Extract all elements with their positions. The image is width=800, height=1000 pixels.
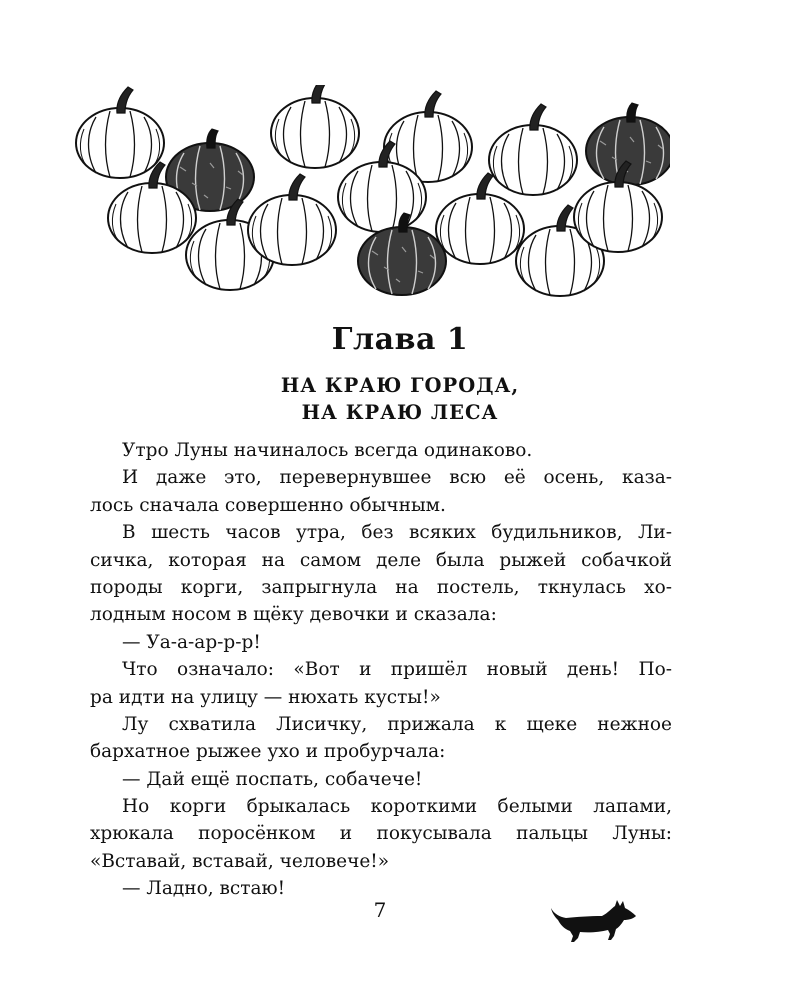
- text-line: бархатное рыжее ухо и пробурчала:: [90, 741, 446, 763]
- text-line: хрюкала поросёнком и покусывала пальцы Луны:: [90, 823, 672, 845]
- text-line: В шесть часов утра, без всяких будильников, Ли-: [122, 522, 672, 544]
- text-line: — Уа-а-ар-р-р!: [122, 631, 261, 653]
- body-text: [90, 437, 672, 903]
- text-line: ра идти на улицу — нюхать кусты!»: [90, 686, 441, 708]
- pumpkins-illustration: [70, 85, 670, 300]
- dog-silhouette-icon: [548, 898, 638, 946]
- text-line: И даже это, перевернувшее всю её осень, каза-: [122, 467, 672, 489]
- text-line: — Ладно, встаю!: [122, 878, 286, 900]
- text-line: «Вставай, вставай, человече!»: [90, 850, 390, 872]
- text-line: — Дай ещё поспать, собачече!: [122, 768, 423, 790]
- page-number: 7: [373, 898, 387, 922]
- chapter-title-line-2: НА КРАЮ ЛЕСА: [301, 401, 499, 424]
- text-line: Что означало: «Вот и пришёл новый день! По-: [122, 659, 672, 681]
- chapter-title-line-1: НА КРАЮ ГОРОДА,: [280, 374, 520, 397]
- chapter-title: [0, 372, 800, 426]
- text-line: лодным носом в щёку девочки и сказала:: [90, 604, 497, 626]
- text-line: Утро Луны начиналось всегда одинаково.: [122, 440, 533, 461]
- text-line: Но корги брыкалась короткими белыми лапами,: [122, 796, 672, 818]
- chapter-number: Глава 1: [331, 322, 469, 357]
- text-line: сичка, которая на самом деле была рыжей собачкой: [90, 549, 672, 571]
- text-line: лось сначала совершенно обычным.: [90, 494, 446, 516]
- text-line: Лу схватила Лисичку, прижала к щеке нежное: [122, 713, 672, 735]
- text-line: породы корги, запрыгнула на постель, ткнулась хо-: [90, 576, 672, 598]
